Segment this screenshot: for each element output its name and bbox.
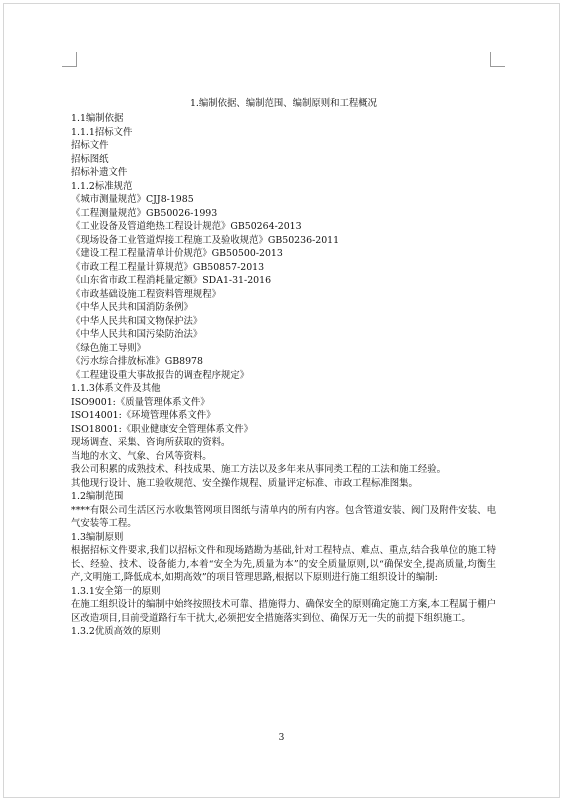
text-line: 招标文件 [71,140,109,151]
text-line: 《绿色施工导则》 [71,342,147,354]
text-lines [71,112,496,463]
text-line: 《中华人民共和国消防条例》 [71,302,193,313]
heading-scope: 1.2编制范围 [71,491,124,502]
text-line: ISO9001:《质量管理体系文件》 [71,396,210,408]
text-line: 《城市测量规范》CJJ8-1985 [71,194,194,205]
text-line: 《中华人民共和国污染防治法》 [71,329,203,340]
paragraph-scope: ****有限公司生活区污水收集管网项目图纸与清单内的所有内容。包含管道安装、阀门及附件安装、电气安装等工程。 [71,504,496,529]
text-line: 现场调查、采集、咨询所获取的资料。 [71,437,231,448]
text-line: 招标补遗文件 [71,167,128,178]
text-line: 《市政基础设施工程资料管理规程》 [71,288,222,300]
text-line: 《工程测量规范》GB50026-1993 [71,207,218,219]
text-line: 《现场设备工业管道焊接工程施工及验收规范》GB50236-2011 [71,234,340,246]
text-line: 1.1.2标准规范 [71,180,133,192]
text-line: 《建设工程工程量清单计价规范》GB50500-2013 [71,248,283,259]
text-line: 1.1.1招标文件 [71,126,133,138]
text-line: 《市政工程工程量计算规范》GB50857-2013 [71,261,265,273]
heading-principles: 1.3编制原则 [71,531,124,543]
text-line: 《山东省市政工程消耗量定额》SDA1-31-2016 [71,275,272,286]
heading-quality-efficiency: 1.3.2优质高效的原则 [71,626,161,637]
text-line: 《中华人民共和国文物保护法》 [71,315,203,327]
text-line: 当地的水文、气象、台风等资料。 [71,450,212,462]
crop-mark-top-left [62,52,77,67]
text-line: ISO14001:《环境管理体系文件》 [71,410,216,421]
paragraph-safety: 在施工组织设计的编制中始终按照技术可靠、措施得力、确保安全的原则确定施工方案,本工程属于棚户区改造项目,目前受道路行车干扰大,必须把安全措施落实到位、确保万无一失的前提下组织施工。 [71,599,496,624]
page-content [71,95,496,639]
text-line: 1.1.3体系文件及其他 [71,383,161,394]
text-line: ISO18001:《职业健康安全管理体系文件》 [71,423,254,435]
text-line: 《工程建设重大事故报告的调查程序规定》 [71,369,250,381]
text-line: 1.1编制依据 [71,113,124,124]
page-title: 1.编制依据、编制范围、编制原则和工程概况 [189,98,378,109]
crop-mark-top-right [490,52,505,67]
paragraph-experience: 我公司积累的成熟技术、科技成果、施工方法以及多年来从事同类工程的工法和施工经验。 [71,464,447,475]
paragraph-other-standards: 其他现行设计、施工验收规范、安全操作规程、质量评定标准、市政工程标准图集。 [71,477,418,489]
heading-safety-first: 1.3.1安全第一的原则 [71,585,161,597]
paragraph-principles: 根据招标文件要求,我们以招标文件和现场踏勘为基础,针对工程特点、难点、重点,结合我单位的施工特长、经验、技术、设备能力,本着“安全为先,质量为本”的安全质量原则,以“确保安全,提高质量,均衡生产,文明施工,降低成本,如期高效”的项目管理思路,根据以下原则进行施工组织设计的编制: [71,545,496,583]
text-line: 招标图纸 [71,153,109,165]
page-number: 3 [278,733,285,743]
text-line: 《污水综合排放标准》GB8978 [71,356,203,367]
text-line: 《工业设备及管道绝热工程设计规范》GB50264-2013 [71,221,302,232]
